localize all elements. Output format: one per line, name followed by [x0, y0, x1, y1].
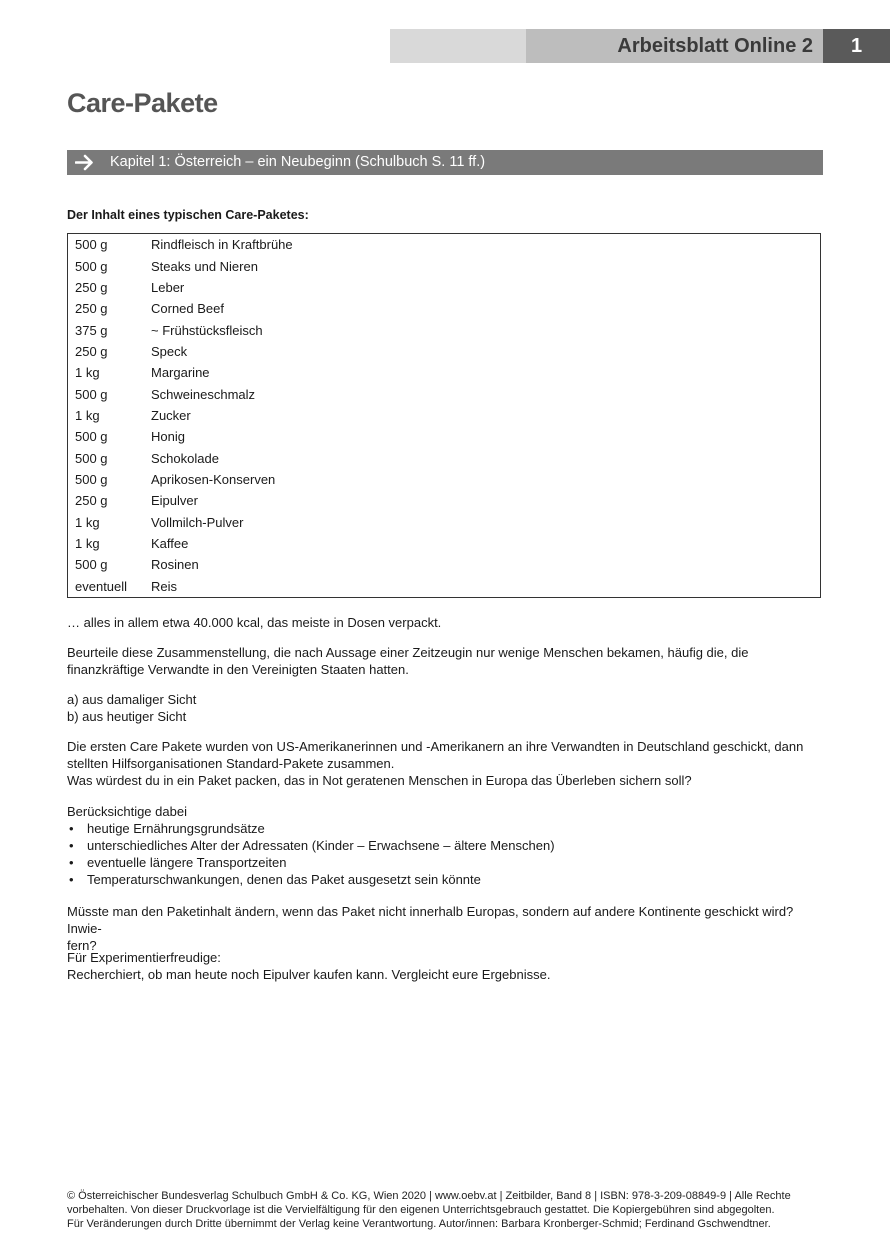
consider-list	[67, 820, 827, 888]
item-amount: 250 g	[75, 343, 108, 359]
task-change-line: Müsste man den Paketinhalt ändern, wenn das Paket nicht innerhalb Europas, sondern auf andere Kontinente geschickt wird? Inwie-	[67, 904, 794, 936]
task-pack-context: Die ersten Care Pakete wurden von US-Amerikanerinnen und -Amerikanern an ihre Verwandten in Deutschland geschickt, dann stellten Hilfsorganisationen Standard-Pakete zusammen.	[67, 739, 804, 771]
item-name: Honig	[151, 429, 185, 445]
item-name: Eipulver	[151, 493, 198, 509]
item-name: Corned Beef	[151, 301, 224, 317]
item-amount: 250 g	[75, 493, 108, 509]
item-amount: 500 g	[75, 450, 108, 466]
list-item: • Temperaturschwankungen, denen das Paket ausgesetzt sein könnte	[67, 871, 827, 888]
item-amount: 1 kg	[75, 407, 100, 423]
table-row	[68, 405, 821, 426]
item-amount: 250 g	[75, 301, 108, 317]
item-amount: 1 kg	[75, 365, 100, 381]
item-name: Aprikosen-Konserven	[151, 471, 276, 487]
task-change	[67, 903, 827, 954]
item-amount: 375 g	[75, 322, 108, 338]
table-row	[68, 490, 821, 511]
table-row	[68, 255, 821, 276]
table-row	[68, 469, 821, 490]
option-b: b) aus heutiger Sicht	[67, 709, 187, 724]
task-evaluate-options	[67, 691, 827, 725]
table-row	[68, 511, 821, 532]
page-title: Care-Pakete	[67, 88, 218, 118]
item-amount: 500 g	[75, 386, 108, 402]
table-row	[68, 277, 821, 298]
task-change-line: fern?	[67, 938, 97, 953]
task-pack	[67, 738, 827, 789]
table-row	[68, 362, 821, 383]
item-amount: eventuell	[75, 578, 128, 594]
table-row	[68, 447, 821, 468]
item-amount: 500 g	[75, 258, 108, 274]
summary-text: … alles in allem etwa 40.000 kcal, das meiste in Dosen verpackt.	[67, 615, 442, 630]
item-amount: 500 g	[75, 471, 108, 487]
item-name: Schokolade	[151, 450, 219, 466]
page-number: 1	[823, 29, 890, 63]
consider-block	[67, 803, 827, 888]
header-bar	[390, 29, 890, 63]
item-name: Zucker	[151, 407, 191, 423]
table-row	[68, 341, 821, 362]
table-row	[68, 234, 821, 256]
item-name: Schweineschmalz	[151, 386, 256, 402]
list-item: • unterschiedliches Alter der Adressaten (Kinder – Erwachsene – ältere Menschen)	[67, 837, 827, 854]
item-name: Margarine	[151, 365, 210, 381]
consider-label: Berücksichtige dabei	[67, 804, 187, 819]
worksheet-title: Arbeitsblatt Online 2	[617, 35, 813, 57]
item-name: ~ Frühstücksfleisch	[151, 322, 263, 338]
header-bar-light-segment	[390, 29, 526, 63]
item-name: Vollmilch-Pulver	[151, 514, 244, 530]
task-pack-question: Was würdest du in ein Paket packen, das in Not geratenen Menschen in Europa das Überleben sichern soll?	[67, 773, 692, 788]
item-amount: 1 kg	[75, 514, 100, 530]
item-amount: 500 g	[75, 557, 108, 573]
list-item: • heutige Ernährungsgrundsätze	[67, 820, 827, 837]
table-row	[68, 533, 821, 554]
item-amount: 500 g	[75, 237, 108, 253]
footer-line: © Österreichischer Bundesverlag Schulbuch GmbH & Co. KG, Wien 2020 | www.oebv.at | Zeitbilder, Band 8 | ISBN: 978-3-209-08849-9 | Alle Rechte	[67, 1190, 791, 1202]
table-row	[68, 554, 821, 575]
package-contents-table	[67, 233, 821, 598]
table-row	[68, 319, 821, 340]
experiment-block	[67, 949, 827, 983]
item-name: Kaffee	[151, 535, 189, 551]
item-name: Steaks und Nieren	[151, 258, 258, 274]
footer	[67, 1189, 827, 1231]
item-name: Rindfleisch in Kraftbrühe	[151, 237, 293, 253]
footer-line: vorbehalten. Von dieser Druckvorlage ist die Vervielfältigung für den eigenen Unterrichtsgebrauch gestattet. Die Kopiergebühren sind abgegolten.	[67, 1204, 775, 1216]
list-item: • eventuelle längere Transportzeiten	[67, 854, 827, 871]
table-row	[68, 383, 821, 404]
table-row	[68, 576, 821, 598]
chapter-bar	[67, 150, 823, 175]
experiment-text: Recherchiert, ob man heute noch Eipulver kaufen kann. Vergleicht eure Ergebnisse.	[67, 967, 551, 982]
item-name: Speck	[151, 343, 188, 359]
arrow-right-icon	[75, 153, 95, 172]
item-amount: 1 kg	[75, 535, 100, 551]
option-a: a) aus damaliger Sicht	[67, 692, 197, 707]
experiment-label: Für Experimentierfreudige:	[67, 950, 221, 965]
table-row	[68, 298, 821, 319]
item-amount: 500 g	[75, 429, 108, 445]
item-name: Leber	[151, 279, 185, 295]
table-row	[68, 426, 821, 447]
table-heading: Der Inhalt eines typischen Care-Paketes:	[67, 208, 309, 222]
item-name: Reis	[151, 578, 178, 594]
task-evaluate: Beurteile diese Zusammenstellung, die nach Aussage einer Zeitzeugin nur wenige Menschen bekamen, häufig die, die finanzkräftige Verwandte in den Vereinigten Staaten hatten.	[67, 645, 749, 677]
item-amount: 250 g	[75, 279, 108, 295]
chapter-label: Kapitel 1: Österreich – ein Neubeginn (Schulbuch S. 11 ff.)	[110, 154, 486, 170]
footer-line: Für Veränderungen durch Dritte übernimmt der Verlag keine Verantwortung. Autor/innen: Barbara Kronberger-Schmid; Ferdinand Gschwendtner.	[67, 1218, 771, 1230]
item-name: Rosinen	[151, 557, 199, 573]
